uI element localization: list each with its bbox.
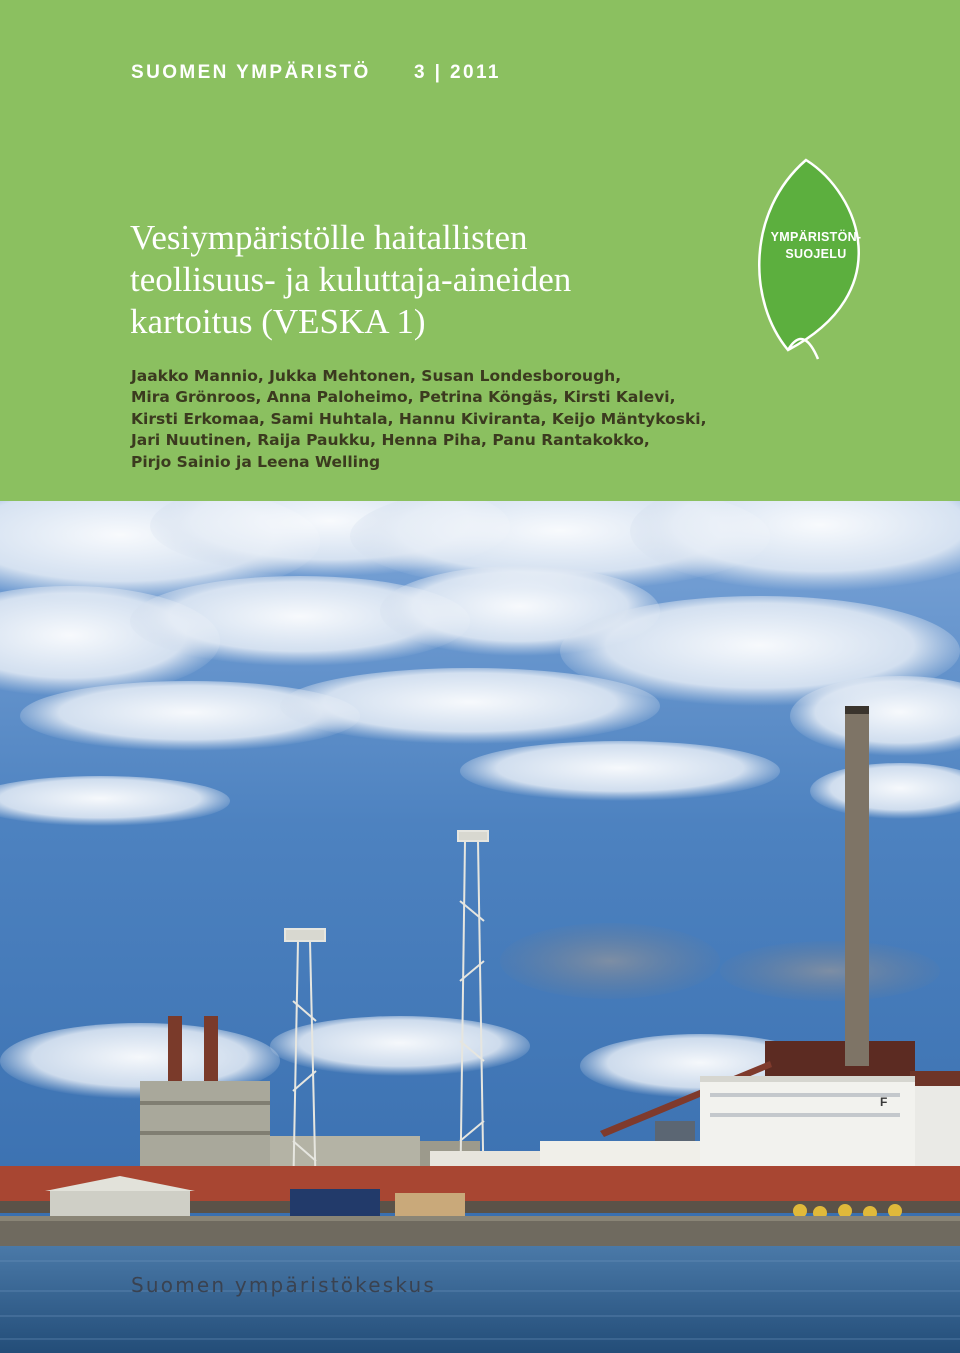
author-list: [131, 366, 771, 473]
tall-chimney: [845, 706, 869, 1066]
author-line: Mira Grönroos, Anna Paloheimo, Petrina Köngäs, Kirsti Kalevi,: [131, 388, 676, 407]
author-line: Pirjo Sainio ja Leena Welling: [131, 452, 381, 471]
title-line: teollisuus- ja kuluttaja-aineiden: [130, 260, 572, 299]
publisher-name: Suomen ympäristökeskus: [131, 1273, 437, 1297]
badge-line: YMPÄRISTÖN-: [770, 230, 862, 244]
badge-line: SUOJELU: [785, 247, 847, 261]
author-line: Jari Nuutinen, Raija Paukku, Henna Piha, Panu Rantakokko,: [131, 431, 650, 450]
author-line: Jaakko Mannio, Jukka Mehtonen, Susan Londesborough,: [131, 367, 622, 385]
industrial-harbour-illustration: [0, 501, 960, 1353]
series-issue: 3 | 2011: [414, 62, 501, 83]
badge-label: [752, 229, 880, 263]
title-line: Vesiympäristölle haitallisten: [130, 218, 528, 257]
cover-photo: [0, 501, 960, 1353]
ship-funnel-letter: F: [880, 1095, 888, 1109]
sea: [0, 1246, 960, 1353]
title-line: kartoitus (VESKA 1): [130, 302, 426, 341]
series-name: SUOMEN YMPÄRISTÖ: [131, 62, 371, 83]
author-line: Kirsti Erkomaa, Sami Huhtala, Hannu Kiviranta, Keijo Mäntykoski,: [131, 409, 707, 428]
cover-header-panel: [0, 0, 960, 501]
publication-title: [130, 217, 750, 343]
